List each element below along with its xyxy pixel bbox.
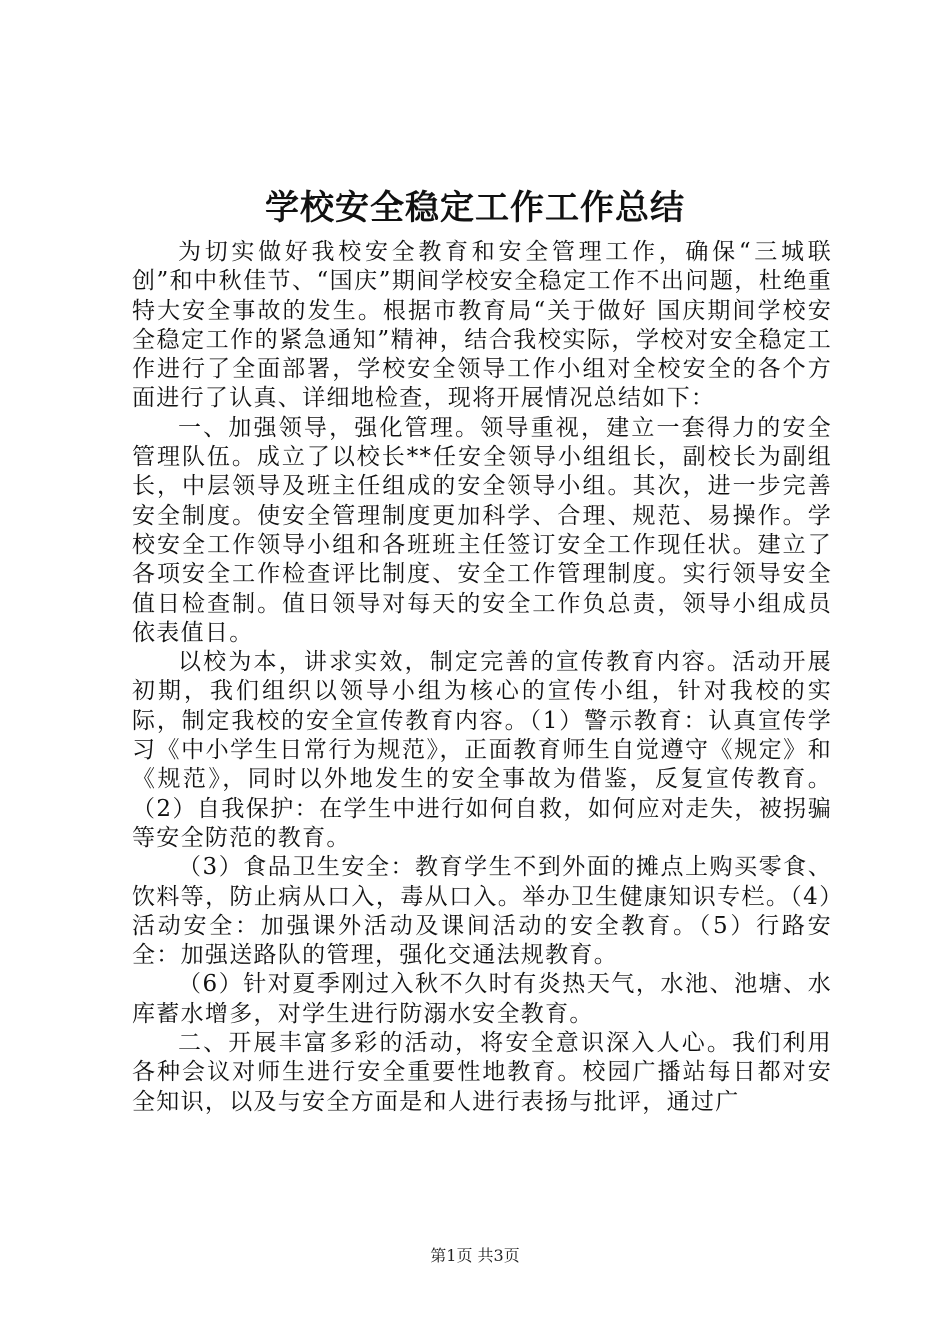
- paragraph-intro: 为切实做好我校安全教育和安全管理工作，确保“三城联创”和中秋佳节、“国庆”期间学校安全稳定工作不出问题，杜绝重特大安全事故的发生。根据市教育局“关于做好 国庆期间学校安全稳定工作的紧急通知”精神，结合我校实际，学校对安全稳定工作进行了全面部署，学校安全领导工作小组对全校安全的各个方面进行了认真、详细地检查，现将开展情况总结如下：: [132, 239, 832, 412]
- paragraph-food-safety: （3）食品卫生安全：教育学生不到外面的摊点上购买零食、饮料等，防止病从口入，毒从口入。举办卫生健康知识专栏。（4）活动安全：加强课外活动及课间活动的安全教育。（5）行路安全：加强送路队的管理，强化交通法规教育。: [132, 854, 832, 969]
- paragraph-activities: 二、开展丰富多彩的活动，将安全意识深入人心。我们利用各种会议对师生进行安全重要性地教育。校园广播站每日都对安全知识，以及与安全方面是和人进行表扬与批评，通过广: [132, 1030, 832, 1115]
- document-title: 学校安全稳定工作工作总结: [265, 188, 685, 228]
- paragraph-drowning-prevention: （6）针对夏季刚过入秋不久时有炎热天气，水池、池塘、水库蓄水增多，对学生进行防溺水安全教育。: [132, 971, 832, 1027]
- paragraph-leadership: 一、加强领导，强化管理。领导重视，建立一套得力的安全管理队伍。成立了以校长**任安全领导小组组长，副校长为副组长，中层领导及班主任组成的安全领导小组。其次，进一步完善安全制度。使安全管理制度更加科学、合理、规范、易操作。学校安全工作领导小组和各班班主任签订安全工作现任状。建立了各项安全工作检查评比制度、安全工作管理制度。实行领导安全值日检查制。值日领导对每天的安全工作负总责，领导小组成员依表值日。: [132, 414, 832, 646]
- document-body: [132, 238, 832, 1117]
- page-number: 第1页 共3页: [430, 1246, 520, 1265]
- paragraph-publicity: 以校为本，讲求实效，制定完善的宣传教育内容。活动开展初期，我们组织以领导小组为核心的宣传小组，针对我校的实际，制定我校的安全宣传教育内容。（1）警示教育：认真宣传学习《中小学生日常行为规范》，正面教育师生自觉遵守《规定》和《规范》，同时以外地发生的安全事故为借鉴，反复宣传教育。（2）自我保护：在学生中进行如何自救，如何应对走失，被拐骗等安全防范的教育。: [132, 649, 832, 851]
